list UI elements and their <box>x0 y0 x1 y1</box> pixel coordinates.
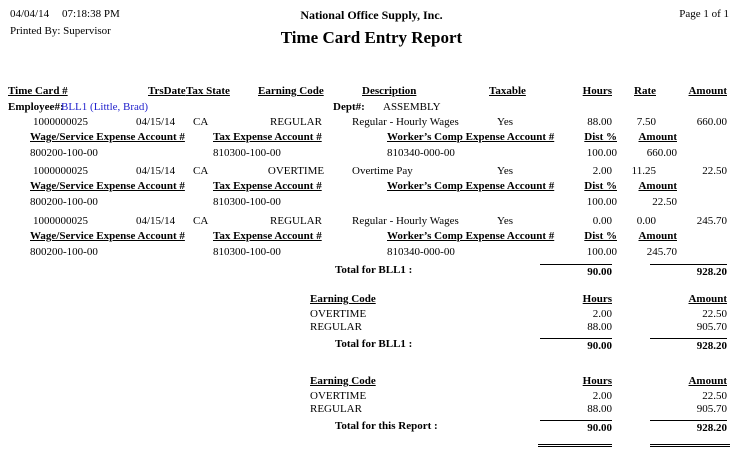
summary-col-hours: Hours <box>582 375 612 387</box>
col-rate: Rate <box>634 85 656 97</box>
company-name: National Office Supply, Inc. <box>300 8 443 22</box>
entry-subvalue-row <box>0 147 743 160</box>
subcol-workerscomp-account: Worker’s Comp Expense Account # <box>387 230 555 242</box>
subcol-wage-account: Wage/Service Expense Account # <box>30 180 185 192</box>
dist-percent: 100.00 <box>586 196 617 208</box>
col-description: Description <box>362 85 417 97</box>
summary-earning-code: OVERTIME <box>310 308 367 320</box>
tax-account-number: 810300-100-00 <box>213 147 281 159</box>
col-taxstate: Tax State <box>186 85 230 97</box>
summary-total-amount: 928.20 <box>650 338 727 352</box>
summary-total-hours: 90.00 <box>540 338 612 352</box>
dist-amount: 22.50 <box>652 196 677 208</box>
earning-description: Overtime Pay <box>352 165 413 177</box>
subcol-dist: Dist % <box>584 180 617 192</box>
report-total-label: Total for this Report : <box>335 420 438 432</box>
rate-value: 7.50 <box>636 116 656 128</box>
entry-subheader-row <box>0 230 743 243</box>
earning-description: Regular - Hourly Wages <box>352 215 459 227</box>
rate-value: 0.00 <box>636 215 656 227</box>
report-total-rule-row <box>0 444 743 450</box>
summary-total-label: Total for BLL1 : <box>335 338 413 350</box>
report-total-hours: 90.00 <box>540 420 612 434</box>
earning-code: REGULAR <box>270 116 322 128</box>
amount-value: 245.70 <box>696 215 727 227</box>
subcol-amount: Amount <box>638 131 677 143</box>
trs-date: 04/15/14 <box>136 165 176 177</box>
earning-code: REGULAR <box>270 215 322 227</box>
report-title-line <box>0 28 743 50</box>
hours-value: 88.00 <box>587 116 612 128</box>
summary-col-earningcode: Earning Code <box>310 375 376 387</box>
amount-value: 660.00 <box>696 116 727 128</box>
taxable-flag: Yes <box>497 215 514 227</box>
col-earningcode: Earning Code <box>258 85 324 97</box>
workerscomp-account-number: 810340-000-00 <box>387 246 455 258</box>
col-trsdate: TrsDate <box>148 85 186 97</box>
summary-amount: 22.50 <box>702 308 727 320</box>
entry-subheader-row <box>0 131 743 144</box>
print-date: 04/04/14 <box>10 8 50 20</box>
subcol-workerscomp-account: Worker’s Comp Expense Account # <box>387 131 555 143</box>
timecard-number: 1000000025 <box>33 116 88 128</box>
print-time: 07:18:38 PM <box>62 8 120 20</box>
entry-main-row <box>0 215 743 228</box>
wage-account-number: 800200-100-00 <box>30 147 98 159</box>
employee-total-label: Total for BLL1 : <box>335 264 413 276</box>
summary-row <box>0 308 743 321</box>
summary-amount: 905.70 <box>696 321 727 333</box>
col-hours: Hours <box>582 85 612 97</box>
subcol-wage-account: Wage/Service Expense Account # <box>30 131 185 143</box>
summary-earning-code: REGULAR <box>310 403 362 415</box>
printed-by-label: Printed By: <box>10 25 61 37</box>
summary-hours: 2.00 <box>592 308 612 320</box>
summary-col-amount: Amount <box>688 293 727 305</box>
tax-state: CA <box>193 116 209 128</box>
double-rule-amount <box>650 444 730 447</box>
printed-by-value: Supervisor <box>63 25 111 37</box>
employee-label: Employee#: <box>8 101 64 113</box>
tax-state: CA <box>193 215 209 227</box>
amount-value: 22.50 <box>702 165 727 177</box>
summary-header-row <box>0 293 743 306</box>
trs-date: 04/15/14 <box>136 116 176 128</box>
employee-total-row <box>0 264 743 279</box>
column-header-row <box>0 85 743 98</box>
rate-value: 11.25 <box>631 165 656 177</box>
entry-subvalue-row <box>0 196 743 209</box>
timecard-number: 1000000025 <box>33 215 88 227</box>
employee-value[interactable]: BLL1 (Little, Brad) <box>61 101 149 113</box>
summary-amount: 905.70 <box>696 403 727 415</box>
tax-state: CA <box>193 165 209 177</box>
summary-col-earningcode: Earning Code <box>310 293 376 305</box>
subcol-dist: Dist % <box>584 131 617 143</box>
summary-col-amount: Amount <box>688 375 727 387</box>
report-title: Time Card Entry Report <box>280 28 463 47</box>
summary-hours: 2.00 <box>592 390 612 402</box>
col-amount: Amount <box>688 85 727 97</box>
dist-percent: 100.00 <box>586 246 617 258</box>
subcol-tax-account: Tax Expense Account # <box>213 131 322 143</box>
employee-total-amount: 928.20 <box>650 264 727 278</box>
dist-percent: 100.00 <box>586 147 617 159</box>
timecard-number: 1000000025 <box>33 165 88 177</box>
entry-subheader-row <box>0 180 743 193</box>
summary-hours: 88.00 <box>587 321 612 333</box>
double-rule-hours <box>538 444 612 447</box>
subcol-dist: Dist % <box>584 230 617 242</box>
wage-account-number: 800200-100-00 <box>30 196 98 208</box>
entry-main-row <box>0 165 743 178</box>
entry-subvalue-row <box>0 246 743 259</box>
dist-amount: 660.00 <box>646 147 677 159</box>
col-taxable: Taxable <box>489 85 526 97</box>
subcol-workerscomp-account: Worker’s Comp Expense Account # <box>387 180 555 192</box>
report-total-row <box>0 420 743 435</box>
earning-code: OVERTIME <box>267 165 325 177</box>
subcol-amount: Amount <box>638 180 677 192</box>
page-number: Page 1 of 1 <box>679 8 729 20</box>
taxable-flag: Yes <box>497 165 514 177</box>
summary-col-hours: Hours <box>582 293 612 305</box>
employee-total-hours: 90.00 <box>540 264 612 278</box>
dept-value: ASSEMBLY <box>383 101 441 113</box>
wage-account-number: 800200-100-00 <box>30 246 98 258</box>
workerscomp-account-number: 810340-000-00 <box>387 147 455 159</box>
earning-description: Regular - Hourly Wages <box>352 116 459 128</box>
dist-amount: 245.70 <box>646 246 677 258</box>
taxable-flag: Yes <box>497 116 514 128</box>
subcol-amount: Amount <box>638 230 677 242</box>
col-timecard: Time Card # <box>8 85 68 97</box>
summary-earning-code: REGULAR <box>310 321 362 333</box>
subcol-tax-account: Tax Expense Account # <box>213 230 322 242</box>
hours-value: 2.00 <box>592 165 612 177</box>
tax-account-number: 810300-100-00 <box>213 246 281 258</box>
summary-total-row <box>0 338 743 353</box>
dept-label: Dept#: <box>333 101 365 113</box>
tax-account-number: 810300-100-00 <box>213 196 281 208</box>
report-total-amount: 928.20 <box>650 420 727 434</box>
summary-row <box>0 403 743 416</box>
summary-earning-code: OVERTIME <box>310 390 367 402</box>
trs-date: 04/15/14 <box>136 215 176 227</box>
subcol-wage-account: Wage/Service Expense Account # <box>30 230 185 242</box>
summary-hours: 88.00 <box>587 403 612 415</box>
summary-row <box>0 321 743 334</box>
entry-main-row <box>0 116 743 129</box>
employee-row <box>0 101 743 114</box>
report-header-line1 <box>0 8 743 21</box>
summary-row <box>0 390 743 403</box>
hours-value: 0.00 <box>592 215 612 227</box>
subcol-tax-account: Tax Expense Account # <box>213 180 322 192</box>
summary-amount: 22.50 <box>702 390 727 402</box>
summary-header-row <box>0 375 743 388</box>
